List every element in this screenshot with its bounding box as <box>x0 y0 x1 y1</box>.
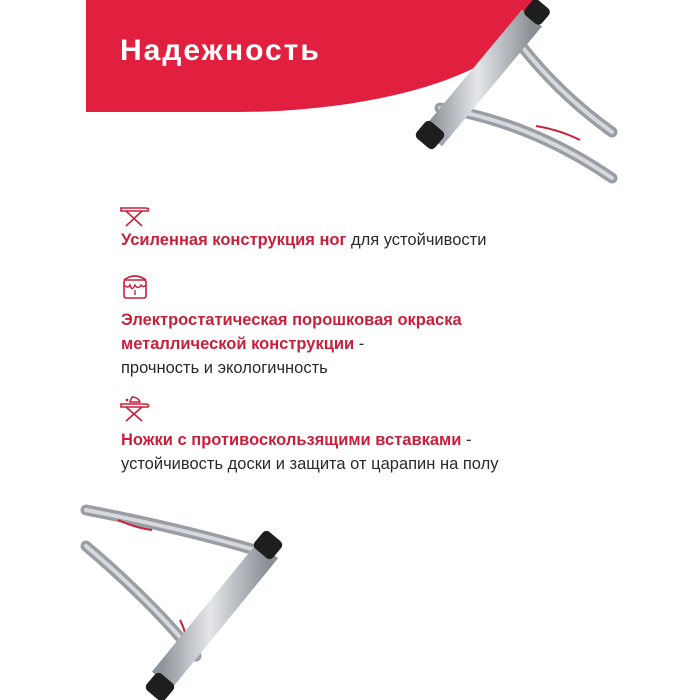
feature-reinforced-legs: Усиленная конструкция ног для устойчивости <box>121 231 487 249</box>
ironing-board-icon <box>118 200 152 230</box>
top-leg <box>414 0 612 178</box>
paint-bucket-icon <box>118 270 152 300</box>
feature-anti-slip-feet: Ножки с противоскользящими вставками - устойчивость доски и защита от царапин на полу <box>121 431 499 473</box>
feature-powder-coating: Электростатическая порошковая окраска металлической конструкции - прочность и экологичность <box>121 311 462 377</box>
bottom-leg <box>86 510 284 700</box>
ironing-board-with-iron-icon <box>118 394 152 424</box>
page-title: Надежность <box>120 34 321 67</box>
